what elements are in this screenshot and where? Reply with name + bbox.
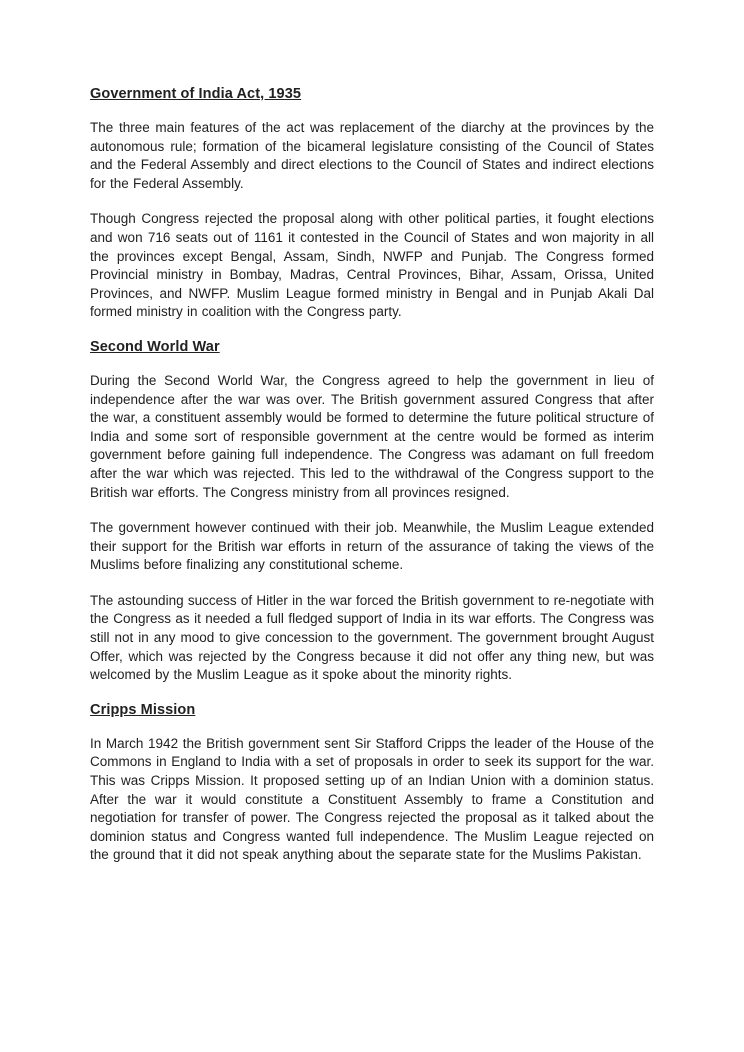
paragraph: The government however continued with their job. Meanwhile, the Muslim League extended their support for the British war efforts in return of the assurance of taking the views of the Muslims before finalizing any constitutional scheme. xyxy=(90,520,654,573)
section-heading-cripps-mission: Cripps Mission xyxy=(90,701,196,718)
paragraph: The three main features of the act was replacement of the diarchy at the provinces by the autonomous rule; formation of the bicameral legislature consisting of the Council of States and the Federal Assembly and direct elections to the Council of States and indirect elections for the Federal Assembly. xyxy=(90,120,654,191)
paragraph: In March 1942 the British government sent Sir Stafford Cripps the leader of the House of the Commons in England to India with a set of proposals in order to seek its support for the war. This was Cripps Mission. It proposed setting up of an Indian Union with a dominion status. After the war it would constitute a Constituent Assembly to frame a Constitution and negotiation for transfer of power. The Congress rejected the proposal as it talked about the dominion status and Congress wanted full independence. The Muslim League rejected on the ground that it did not speak anything about the separate state for the Muslims Pakistan. xyxy=(90,735,654,863)
section-heading-second-world-war: Second World War xyxy=(90,338,220,355)
section-heading-government-of-india-act: Government of India Act, 1935 xyxy=(90,86,302,102)
section-government-of-india-act xyxy=(90,86,654,322)
paragraph: The astounding success of Hitler in the war forced the British government to re-negotiate with the Congress as it needed a full fledged support of India in its war efforts. The Congress was still not in any mood to give concession to the government. The government brought August Offer, which was rejected by the Congress because it did not offer any thing new, but was welcomed by the Muslim League as it spoke about the minority rights. xyxy=(90,592,654,683)
section-cripps-mission xyxy=(90,702,654,865)
paragraph: During the Second World War, the Congress agreed to help the government in lieu of independence after the war was over. The British government assured Congress that after the war, a constituent assembly would be formed to determine the future political structure of India and some sort of responsible government at the centre would be formed as interim government before gaining full independence. The Congress was adamant on full freedom after the war which was rejected. This led to the withdrawal of the Congress support to the British war efforts. The Congress ministry from all provinces resigned. xyxy=(90,372,654,500)
paragraph: Though Congress rejected the proposal along with other political parties, it fought elections and won 716 seats out of 1161 it contested in the Council of States and won majority in all the provinces except Bengal, Assam, Sindh, NWFP and Punjab. The Congress formed Provincial ministry in Bombay, Madras, Central Provinces, Bihar, Assam, Orissa, United Provinces, and NWFP. Muslim League formed ministry in Bengal and in Punjab Akali Dal formed ministry in coalition with the Congress party. xyxy=(90,211,654,320)
section-second-world-war xyxy=(90,339,654,685)
